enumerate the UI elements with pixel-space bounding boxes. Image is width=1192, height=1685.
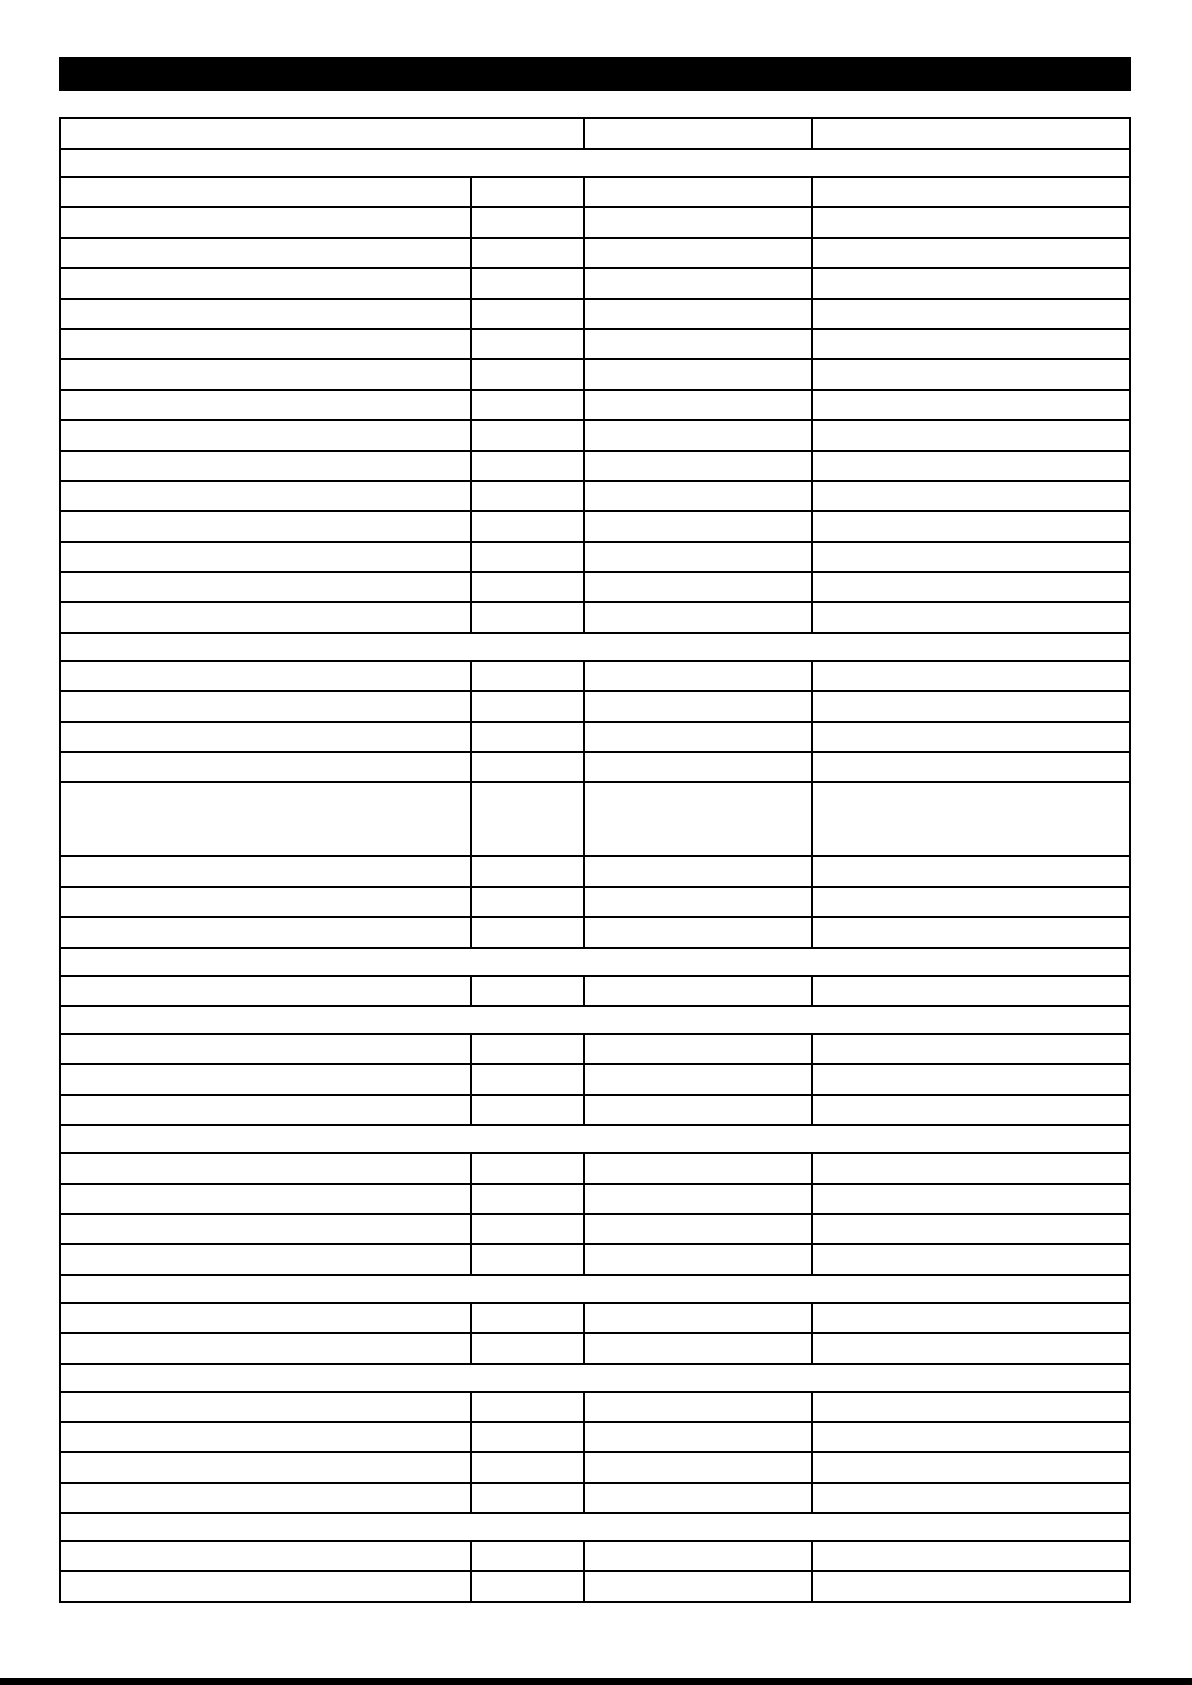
section-divider-row [61, 1512, 1129, 1540]
field-row [61, 206, 1129, 236]
table-cell [811, 1245, 1129, 1273]
table-cell [470, 1096, 583, 1124]
table-cell [583, 239, 811, 267]
field-row [61, 1451, 1129, 1481]
table-cell [583, 1393, 811, 1421]
table-cell [811, 512, 1129, 540]
table-cell [583, 857, 811, 885]
table-cell [61, 1096, 470, 1124]
table-cell [470, 208, 583, 236]
table-cell [811, 723, 1129, 751]
table-cell [583, 452, 811, 480]
table-cell [470, 1185, 583, 1213]
table-cell [811, 300, 1129, 328]
table-cell [61, 723, 470, 751]
field-row [61, 751, 1129, 781]
table-cell [61, 1304, 470, 1332]
table-cell [811, 1393, 1129, 1421]
field-row [61, 690, 1129, 720]
table-cell [811, 1035, 1129, 1063]
table-cell [470, 1423, 583, 1451]
table-cell [470, 452, 583, 480]
table-cell [811, 918, 1129, 946]
table-cell [583, 888, 811, 916]
form-table [59, 117, 1131, 1603]
table-cell [811, 178, 1129, 206]
table-cell [811, 857, 1129, 885]
table-cell [61, 662, 470, 690]
table-cell [61, 150, 1129, 176]
table-cell [61, 753, 470, 781]
table-cell [470, 692, 583, 720]
table-cell [811, 391, 1129, 419]
field-row [61, 1063, 1129, 1093]
table-cell [583, 512, 811, 540]
table-cell [61, 1514, 1129, 1540]
table-cell [583, 1453, 811, 1481]
table-cell [61, 1365, 1129, 1391]
table-cell [470, 1154, 583, 1182]
field-row [61, 298, 1129, 328]
section-divider-row [61, 1124, 1129, 1152]
table-cell [811, 692, 1129, 720]
section-divider-row [61, 1005, 1129, 1033]
table-cell [583, 1334, 811, 1362]
table-cell [811, 1215, 1129, 1243]
table-cell [811, 119, 1129, 148]
section-divider-row [61, 148, 1129, 176]
table-cell [470, 662, 583, 690]
table-cell [583, 300, 811, 328]
field-row [61, 1570, 1129, 1600]
table-cell [470, 1065, 583, 1093]
table-cell [61, 857, 470, 885]
field-row [61, 328, 1129, 358]
table-cell [811, 543, 1129, 571]
table-cell [61, 918, 470, 946]
table-cell [61, 300, 470, 328]
table-cell [61, 949, 1129, 975]
table-cell [61, 1007, 1129, 1033]
field-row [61, 358, 1129, 388]
field-row [61, 1094, 1129, 1124]
table-cell [470, 512, 583, 540]
field-row [61, 1213, 1129, 1243]
table-cell [61, 1245, 470, 1273]
title-bar [59, 57, 1131, 91]
table-cell [811, 1453, 1129, 1481]
table-cell [61, 208, 470, 236]
table-cell [583, 918, 811, 946]
table-cell [583, 662, 811, 690]
table-cell [470, 753, 583, 781]
table-cell [811, 1185, 1129, 1213]
table-cell [470, 300, 583, 328]
table-cell [470, 1393, 583, 1421]
table-cell [61, 888, 470, 916]
table-cell [470, 330, 583, 358]
table-cell [811, 482, 1129, 510]
table-cell [583, 269, 811, 297]
table-cell [61, 119, 583, 148]
table-cell [583, 1423, 811, 1451]
table-cell [811, 573, 1129, 601]
table-cell [583, 391, 811, 419]
table-cell [811, 1542, 1129, 1570]
table-cell [470, 421, 583, 449]
table-cell [61, 1334, 470, 1362]
table-cell [583, 1065, 811, 1093]
section-divider-row [61, 1363, 1129, 1391]
table-cell [811, 421, 1129, 449]
table-cell [583, 543, 811, 571]
table-header-row [61, 119, 1129, 148]
table-cell [583, 1154, 811, 1182]
table-cell [583, 1304, 811, 1332]
table-cell [470, 482, 583, 510]
table-cell [470, 360, 583, 388]
table-cell [811, 783, 1129, 855]
section-divider-row [61, 1274, 1129, 1302]
table-cell [61, 1393, 470, 1421]
table-cell [583, 977, 811, 1005]
table-cell [811, 452, 1129, 480]
table-cell [61, 360, 470, 388]
table-cell [583, 1096, 811, 1124]
table-cell [470, 239, 583, 267]
table-cell [811, 662, 1129, 690]
table-cell [470, 1035, 583, 1063]
field-row [61, 237, 1129, 267]
table-cell [470, 1215, 583, 1243]
table-cell [811, 1096, 1129, 1124]
table-cell [470, 723, 583, 751]
table-cell [811, 1154, 1129, 1182]
table-cell [470, 573, 583, 601]
table-cell [811, 269, 1129, 297]
table-cell [61, 1065, 470, 1093]
table-cell [583, 692, 811, 720]
table-cell [583, 178, 811, 206]
table-cell [61, 977, 470, 1005]
table-cell [583, 482, 811, 510]
table-cell [583, 1542, 811, 1570]
table-cell [61, 1035, 470, 1063]
table-cell [811, 1484, 1129, 1512]
table-cell [61, 543, 470, 571]
table-cell [811, 1334, 1129, 1362]
table-cell [61, 692, 470, 720]
table-cell [470, 543, 583, 571]
table-cell [583, 603, 811, 631]
table-cell [811, 360, 1129, 388]
table-cell [470, 783, 583, 855]
table-cell [811, 1423, 1129, 1451]
table-cell [583, 330, 811, 358]
field-row [61, 1183, 1129, 1213]
table-cell [470, 1572, 583, 1600]
table-cell [811, 208, 1129, 236]
table-cell [470, 1453, 583, 1481]
table-cell [583, 1185, 811, 1213]
table-cell [583, 119, 811, 148]
table-cell [61, 1126, 1129, 1152]
table-cell [61, 269, 470, 297]
field-row [61, 450, 1129, 480]
table-cell [61, 1154, 470, 1182]
table-cell [61, 634, 1129, 660]
field-row-tall [61, 781, 1129, 855]
field-row [61, 1302, 1129, 1332]
field-row [61, 1421, 1129, 1451]
field-row [61, 1540, 1129, 1570]
field-row [61, 601, 1129, 631]
field-row [61, 1332, 1129, 1362]
field-row [61, 176, 1129, 206]
field-row [61, 1033, 1129, 1063]
table-cell [61, 1572, 470, 1600]
table-cell [61, 1423, 470, 1451]
field-row [61, 1152, 1129, 1182]
table-cell [811, 1304, 1129, 1332]
table-cell [583, 783, 811, 855]
field-row [61, 660, 1129, 690]
field-row [61, 419, 1129, 449]
table-cell [470, 178, 583, 206]
table-cell [583, 1572, 811, 1600]
table-cell [470, 1484, 583, 1512]
table-cell [61, 783, 470, 855]
table-cell [61, 178, 470, 206]
table-cell [61, 573, 470, 601]
table-cell [61, 603, 470, 631]
table-cell [61, 1484, 470, 1512]
table-cell [470, 391, 583, 419]
table-cell [583, 753, 811, 781]
table-cell [811, 239, 1129, 267]
field-row [61, 1391, 1129, 1421]
table-cell [583, 1215, 811, 1243]
section-divider-row [61, 632, 1129, 660]
table-cell [583, 573, 811, 601]
table-cell [470, 1245, 583, 1273]
table-cell [811, 1572, 1129, 1600]
page-bottom-bar [0, 1678, 1192, 1685]
table-cell [811, 330, 1129, 358]
table-cell [470, 1542, 583, 1570]
table-cell [61, 512, 470, 540]
table-cell [583, 360, 811, 388]
table-cell [470, 269, 583, 297]
field-row [61, 975, 1129, 1005]
table-cell [583, 1245, 811, 1273]
table-cell [61, 239, 470, 267]
field-row [61, 267, 1129, 297]
table-cell [583, 723, 811, 751]
field-row [61, 721, 1129, 751]
field-row [61, 886, 1129, 916]
table-cell [61, 391, 470, 419]
field-row [61, 389, 1129, 419]
table-cell [61, 1542, 470, 1570]
table-cell [583, 1484, 811, 1512]
field-row [61, 1243, 1129, 1273]
table-cell [811, 603, 1129, 631]
table-cell [61, 1453, 470, 1481]
table-cell [811, 888, 1129, 916]
field-row [61, 480, 1129, 510]
table-cell [470, 603, 583, 631]
table-cell [470, 918, 583, 946]
field-row [61, 571, 1129, 601]
table-cell [470, 1304, 583, 1332]
table-cell [61, 1185, 470, 1213]
field-row [61, 1482, 1129, 1512]
table-cell [61, 421, 470, 449]
table-cell [470, 977, 583, 1005]
field-row [61, 510, 1129, 540]
table-cell [61, 330, 470, 358]
table-cell [470, 1334, 583, 1362]
field-row [61, 916, 1129, 946]
table-cell [811, 753, 1129, 781]
table-cell [61, 452, 470, 480]
section-divider-row [61, 947, 1129, 975]
table-cell [583, 421, 811, 449]
table-cell [470, 857, 583, 885]
table-cell [811, 1065, 1129, 1093]
table-cell [61, 482, 470, 510]
field-row [61, 855, 1129, 885]
table-cell [61, 1276, 1129, 1302]
table-cell [583, 1035, 811, 1063]
table-cell [583, 208, 811, 236]
table-cell [811, 977, 1129, 1005]
field-row [61, 541, 1129, 571]
table-cell [470, 888, 583, 916]
table-cell [61, 1215, 470, 1243]
